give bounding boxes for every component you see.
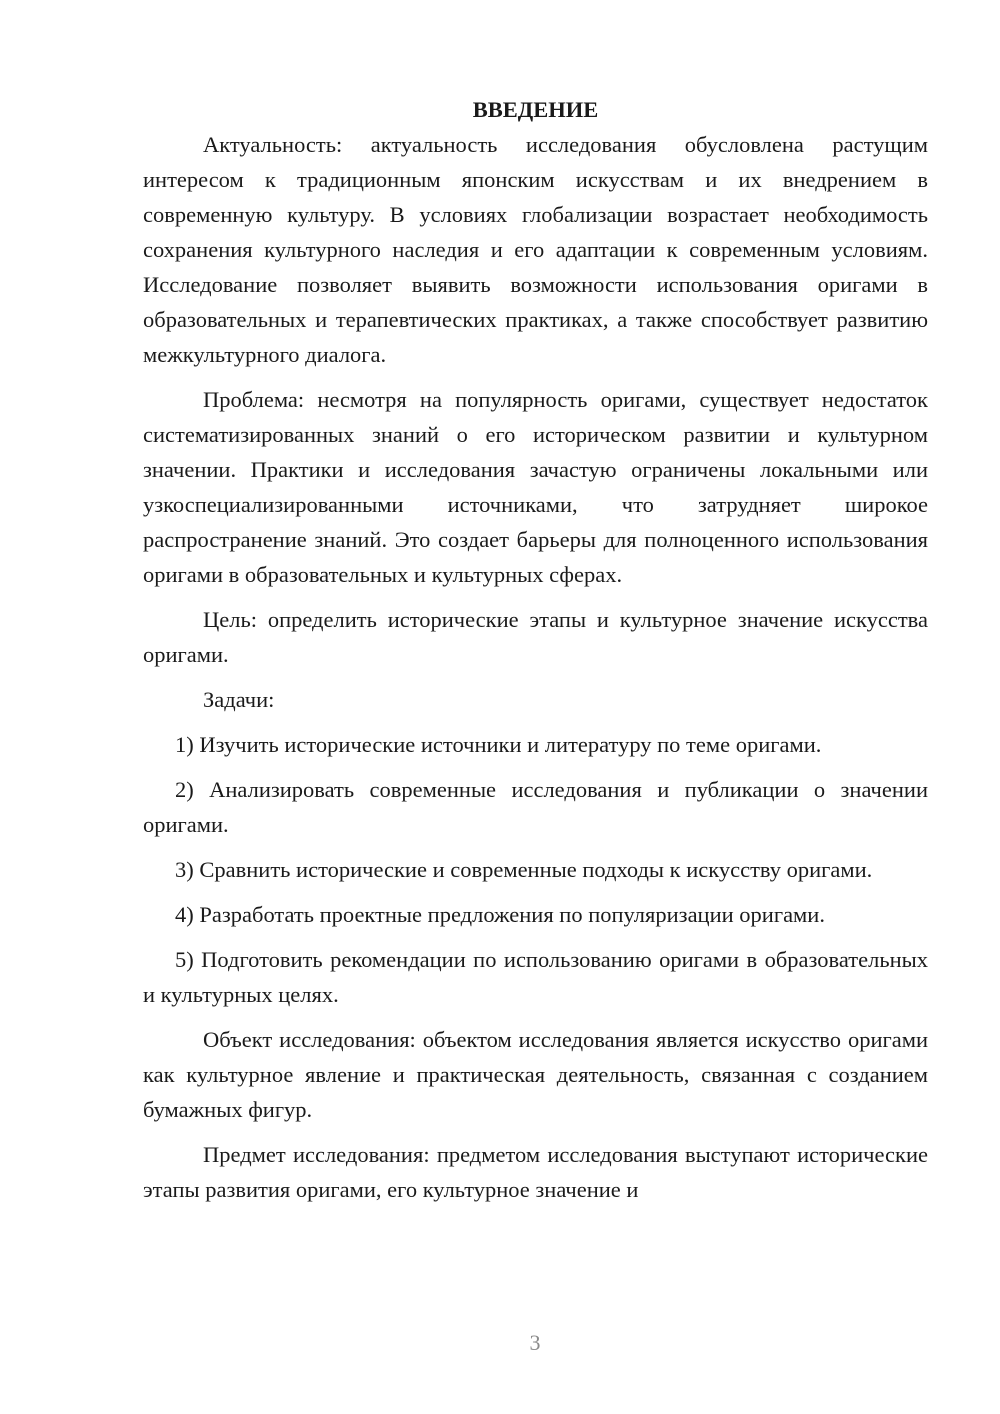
task-item-2: 2) Анализировать современные исследования и публикации о значении оригами. xyxy=(143,777,928,837)
goal-paragraph: Цель: определить исторические этапы и культурное значение искусства оригами. xyxy=(143,607,928,667)
object-paragraph: Объект исследования: объектом исследования является искусство оригами как культурное явление и практическая деятельность, связанная с созданием бумажных фигур. xyxy=(143,1027,928,1122)
task-item-4: 4) Разработать проектные предложения по популяризации оригами. xyxy=(175,902,825,927)
tasks-heading: Задачи: xyxy=(203,687,275,712)
problem-paragraph: Проблема: несмотря на популярность оригами, существует недостаток систематизированных знаний о его историческом развитии и культурном значении. Практики и исследования зачастую ограничены локальными или узкоспециализированными источниками, что затрудняет широкое распространение знаний. Это создает барьеры для полноценного использования оригами в образовательных и культурных сферах. xyxy=(143,387,928,587)
section-title: ВВЕДЕНИЕ xyxy=(472,97,599,122)
task-item-3: 3) Сравнить исторические и современные подходы к искусству оригами. xyxy=(175,857,873,882)
task-item-1: 1) Изучить исторические источники и литературу по теме оригами. xyxy=(175,732,822,757)
task-item-5: 5) Подготовить рекомендации по использованию оригами в образовательных и культурных целях. xyxy=(143,947,928,1007)
page-number: 3 xyxy=(529,1330,541,1355)
subject-paragraph: Предмет исследования: предметом исследования выступают исторические этапы развития оригами, его культурное значение и xyxy=(143,1142,928,1202)
relevance-paragraph: Актуальность: актуальность исследования обусловлена растущим интересом к традиционным японским искусствам и их внедрением в современную культуру. В условиях глобализации возрастает необходимость сохранения культурного наследия и его адаптации к современным условиям. Исследование позволяет выявить возможности использования оригами в образовательных и терапевтических практиках, а также способствует развитию межкультурного диалога. xyxy=(143,132,928,367)
document-page xyxy=(143,92,928,1217)
